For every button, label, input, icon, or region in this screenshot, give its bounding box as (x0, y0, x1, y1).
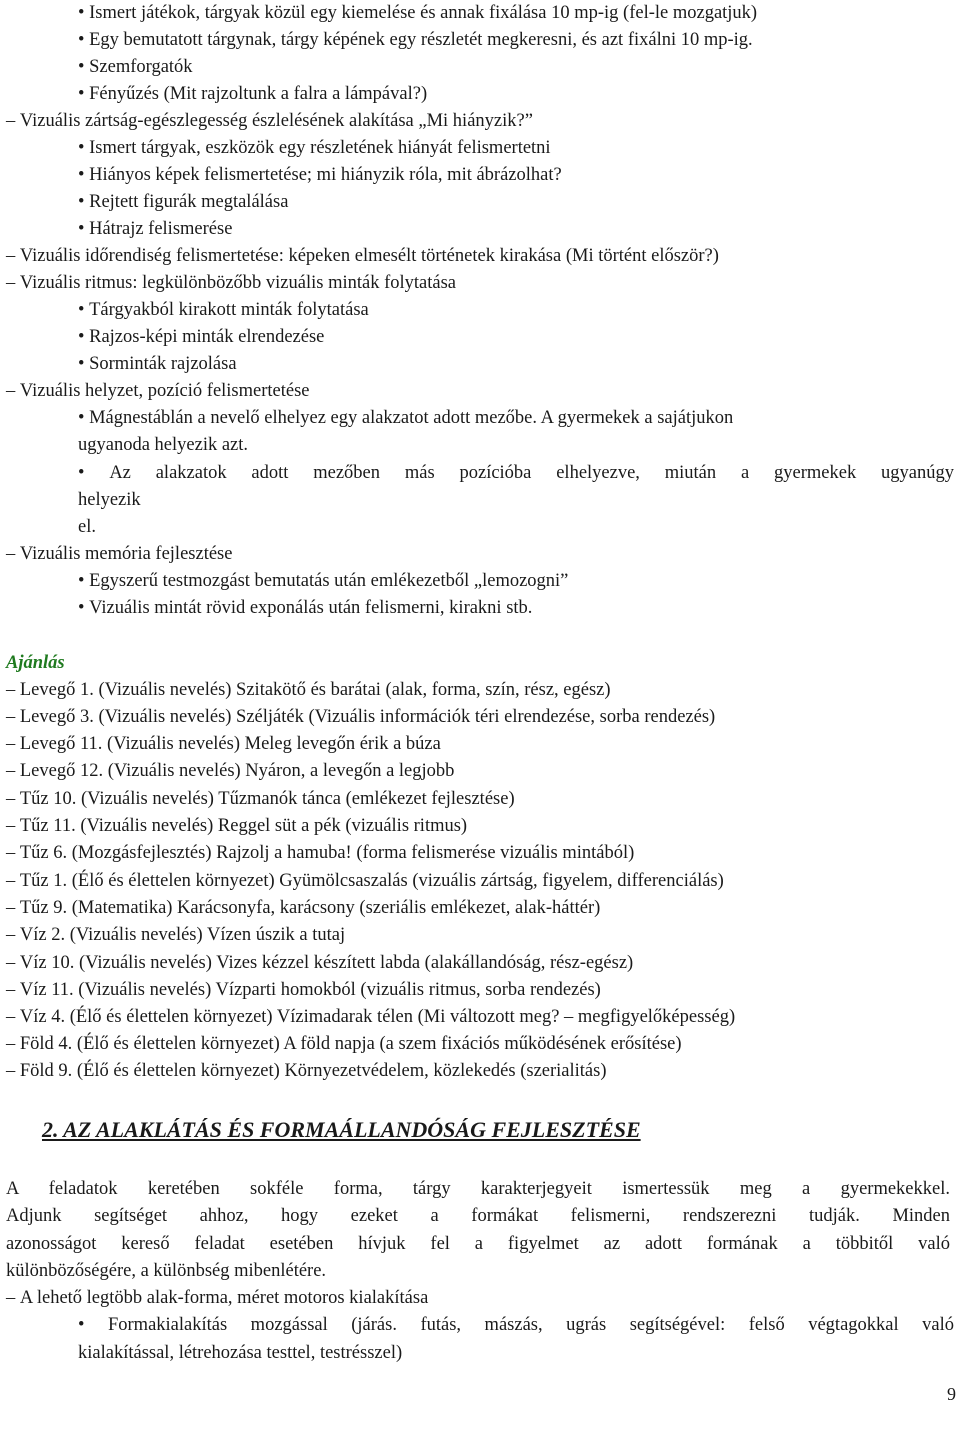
list-item: • Szemforgatók (78, 54, 193, 81)
list-item: • Hátrajz felismerése (78, 216, 232, 243)
list-item: • Sorminták rajzolása (78, 351, 237, 378)
recommendation-item: – Tűz 9. (Matematika) Karácsonyfa, karácsony (szeriális emlékezet, alak-háttér) (6, 895, 600, 922)
recommendation-item: – Föld 4. (Élő és élettelen környezet) A föld napja (a szem fixációs működésének erősítése) (6, 1031, 682, 1058)
list-item: • Az alakzatok adott mezőben más pozícióba elhelyezve, miután a gyermekek ugyanúgy (78, 460, 954, 487)
list-item: • Vizuális mintát rövid exponálás után felismerni, kirakni stb. (78, 595, 532, 622)
recommendation-item: – Levegő 1. (Vizuális nevelés) Szitakötő és barátai (alak, forma, szín, rész, egész) (6, 677, 611, 704)
recommendation-item: – Levegő 3. (Vizuális nevelés) Széljáték (Vizuális információk téri elrendezése, sorba rendezés) (6, 704, 715, 731)
recommendation-item: – Víz 10. (Vizuális nevelés) Vizes kézzel készített labda (alakállandóság, rész-egész) (6, 950, 633, 977)
list-item-continuation: helyezik (78, 490, 141, 510)
list-item: • Tárgyakból kirakott minták folytatása (78, 297, 369, 324)
paragraph-line: A feladatok keretében sokféle forma, tárgy karakterjegyeit ismertessük meg a gyermekekkel. (6, 1179, 950, 1199)
section-heading: 2. AZ ALAKLÁTÁS ÉS FORMAÁLLANDÓSÁG FEJLESZTÉSE (42, 1117, 641, 1142)
recommendation-item: – Tűz 1. (Élő és élettelen környezet) Gyümölcsaszalás (vizuális zártság, figyelem, differenciálás) (6, 868, 724, 895)
recommendation-item: – Levegő 11. (Vizuális nevelés) Meleg levegőn érik a búza (6, 731, 441, 758)
recommendation-item: – Tűz 10. (Vizuális nevelés) Tűzmanók tánca (emlékezet fejlesztése) (6, 786, 515, 813)
list-item: • Hiányos képek felismertetése; mi hiányzik róla, mit ábrázolhat? (78, 162, 562, 189)
section-item: – Vizuális ritmus: legkülönbözőbb vizuális minták folytatása (6, 270, 456, 297)
list-item: • Egyszerű testmozgást bemutatás után emlékezetből „lemozogni” (78, 568, 568, 595)
list-item: • Fényűzés (Mit rajzoltunk a falra a lámpával?) (78, 81, 427, 108)
list-item-continuation: el. (78, 517, 96, 537)
paragraph-line: azonosságot kereső feladat esetében hívjuk fel a figyelmet az adott formának a többitől való (6, 1234, 950, 1254)
section-item: – Vizuális időrendiség felismertetése: képeken elmesélt történetek kirakása (Mi történt először?) (6, 243, 719, 270)
recommendation-title: Ajánlás (6, 653, 65, 673)
list-item: • Ismert játékok, tárgyak közül egy kiemelése és annak fixálása 10 mp-ig (fel-le mozgatjuk) (78, 0, 757, 27)
list-item: • Ismert tárgyak, eszközök egy részletének hiányát felismertetni (78, 135, 551, 162)
section-item: – Vizuális zártság-egészlegesség észlelésének alakítása „Mi hiányzik?” (6, 108, 533, 135)
recommendation-item: – Víz 4. (Élő és élettelen környezet) Vízimadarak télen (Mi változott meg? – megfigyelőképesség) (6, 1004, 735, 1031)
list-item: • Rejtett figurák megtalálása (78, 189, 288, 216)
recommendation-item: – Tűz 11. (Vizuális nevelés) Reggel süt a pék (vizuális ritmus) (6, 813, 467, 840)
list-item-continuation: ugyanoda helyezik azt. (78, 435, 249, 455)
list-item: • Formakialakítás mozgással (járás. futás, mászás, ugrás segítségével: felső végtagokkal való (78, 1312, 954, 1339)
paragraph-line: Adjunk segítséget ahhoz, hogy ezeket a formákat felismerni, rendszerezni tudják. Minden (6, 1206, 950, 1226)
recommendation-item: – Levegő 12. (Vizuális nevelés) Nyáron, a levegőn a legjobb (6, 758, 454, 785)
page-number: 9 (947, 1384, 956, 1404)
list-item: • Mágnestáblán a nevelő elhelyez egy alakzatot adott mezőbe. A gyermekek a sajátjukon (78, 405, 733, 432)
recommendation-item: – Föld 9. (Élő és élettelen környezet) Környezetvédelem, közlekedés (szerialitás) (6, 1058, 607, 1085)
paragraph-line: különbözőségére, a különbség mibenlétére. (6, 1261, 327, 1281)
list-item: • Egy bemutatott tárgynak, tárgy képének egy részletét megkeresni, és azt fixálni 10 mp-ig. (78, 27, 753, 54)
list-item: • Rajzos-képi minták elrendezése (78, 324, 324, 351)
recommendation-item: – Tűz 6. (Mozgásfejlesztés) Rajzolj a hamuba! (forma felismerése vizuális mintából) (6, 840, 634, 867)
recommendation-item: – Víz 11. (Vizuális nevelés) Vízparti homokból (vizuális ritmus, sorba rendezés) (6, 977, 601, 1004)
section-item: – Vizuális helyzet, pozíció felismertetése (6, 378, 310, 405)
section-item: – Vizuális memória fejlesztése (6, 541, 232, 568)
list-item-continuation: kialakítással, létrehozása testtel, testrésszel) (78, 1343, 403, 1363)
section-item: – A lehető legtöbb alak-forma, méret motoros kialakítása (6, 1285, 428, 1312)
recommendation-item: – Víz 2. (Vizuális nevelés) Vízen úszik a tutaj (6, 922, 345, 949)
